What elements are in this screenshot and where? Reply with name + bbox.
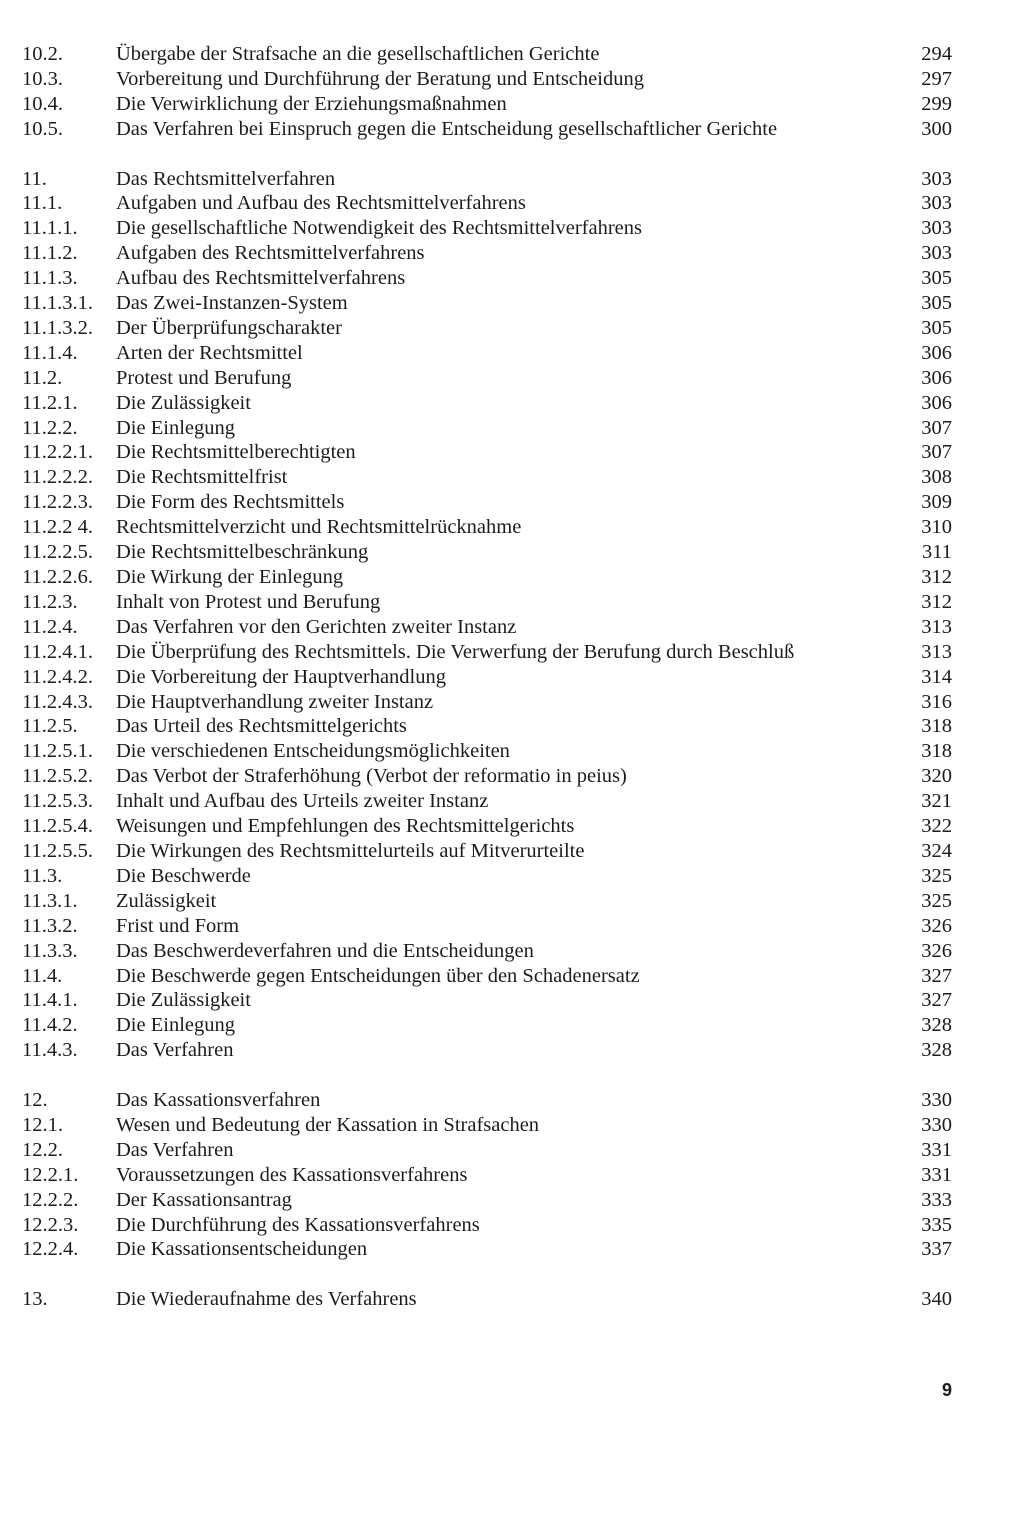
toc-entry-page: 321: [921, 790, 952, 813]
toc-entry-title: Die Einlegung: [116, 1014, 235, 1037]
toc-entry-number: 11.2.5.2.: [22, 765, 93, 788]
toc-entry: [0, 416, 1024, 441]
toc-entry-page: 306: [921, 341, 952, 364]
toc-entry-title: Frist und Form: [116, 914, 240, 937]
toc-entry-page: 327: [921, 989, 952, 1012]
toc-entry-number: 11.3.3.: [22, 939, 78, 962]
toc-entry-title: Protest und Berufung: [116, 366, 292, 389]
toc-entry: [0, 540, 1024, 565]
toc-section: [0, 1287, 1024, 1312]
toc-entry-title: Aufgaben des Rechtsmittelverfahrens: [116, 242, 425, 265]
toc-entry-number: 13.: [22, 1288, 48, 1311]
toc-entry-title: Die Überprüfung des Rechtsmittels. Die Verwerfung der Berufung durch Beschluß: [116, 640, 795, 663]
toc-entry-page: 312: [921, 590, 952, 613]
toc-entry-number: 11.1.3.2.: [22, 316, 93, 339]
toc-entry-number: 11.4.1.: [22, 989, 78, 1012]
toc-entry-title: Die Vorbereitung der Hauptverhandlung: [116, 665, 447, 688]
toc-entry: [0, 490, 1024, 515]
toc-entry: [0, 665, 1024, 690]
toc-entry: [0, 964, 1024, 989]
toc-entry-number: 11.2.2.5.: [22, 541, 93, 564]
toc-entry-number: 11.2.5.4.: [22, 815, 93, 838]
toc-entry-page: 322: [921, 815, 952, 838]
toc-entry-page: 316: [921, 690, 952, 713]
toc-entry: [0, 67, 1024, 92]
toc-entry-page: 340: [921, 1288, 952, 1311]
toc-entry-title: Die Kassationsentscheidungen: [116, 1238, 368, 1261]
toc-entry-title: Der Kassationsantrag: [116, 1188, 292, 1211]
toc-entry: [0, 191, 1024, 216]
toc-entry-title: Rechtsmittelverzicht und Rechtsmittelrücknahme: [116, 516, 522, 539]
toc-entry: [0, 440, 1024, 465]
toc-entry-title: Das Verfahren bei Einspruch gegen die Entscheidung gesellschaftlicher Gerichte: [116, 117, 778, 140]
toc-entry-number: 11.2.2.2.: [22, 466, 93, 489]
toc-entry-page: 303: [921, 167, 952, 190]
toc-entry-page: 325: [921, 889, 952, 912]
toc-entry-page: 326: [921, 914, 952, 937]
toc-entry-page: 300: [921, 117, 952, 140]
toc-entry-title: Arten der Rechtsmittel: [116, 341, 303, 364]
toc-entry-page: 308: [921, 466, 952, 489]
toc-entry-page: 313: [921, 615, 952, 638]
toc-entry-title: Voraussetzungen des Kassationsverfahrens: [116, 1163, 468, 1186]
toc-entry-title: Inhalt und Aufbau des Urteils zweiter Instanz: [116, 790, 489, 813]
toc-entry-title: Die Verwirklichung der Erziehungsmaßnahmen: [116, 92, 507, 115]
toc-entry-number: 12.2.: [22, 1138, 63, 1161]
toc-entry-title: Weisungen und Empfehlungen des Rechtsmittelgerichts: [116, 815, 575, 838]
toc-entry-page: 306: [921, 391, 952, 414]
toc-entry-page: 320: [921, 765, 952, 788]
toc-entry-number: 11.1.4.: [22, 341, 78, 364]
toc-entry-page: 303: [921, 192, 952, 215]
toc-entry: [0, 316, 1024, 341]
toc-entry-page: 331: [921, 1163, 952, 1186]
toc-entry-title: Die Wirkung der Einlegung: [116, 566, 344, 589]
table-of-contents: [0, 42, 1024, 1312]
toc-entry: [0, 839, 1024, 864]
toc-entry-number: 12.2.2.: [22, 1188, 79, 1211]
toc-entry: [0, 988, 1024, 1013]
toc-entry-page: 305: [921, 316, 952, 339]
toc-section: [0, 42, 1024, 142]
toc-entry-number: 10.3.: [22, 67, 63, 90]
toc-entry-number: 11.2.2.6.: [22, 566, 93, 589]
toc-entry: [0, 590, 1024, 615]
toc-entry-page: 309: [921, 491, 952, 514]
toc-entry-number: 11.3.1.: [22, 889, 78, 912]
toc-entry-page: 325: [921, 864, 952, 887]
toc-entry-number: 11.1.: [22, 192, 63, 215]
toc-entry-number: 11.3.2.: [22, 914, 78, 937]
toc-entry: [0, 241, 1024, 266]
toc-entry-title: Die Zulässigkeit: [116, 989, 251, 1012]
toc-entry-page: 331: [921, 1138, 952, 1161]
toc-entry-number: 11.2.3.: [22, 590, 78, 613]
toc-entry-number: 12.2.1.: [22, 1163, 79, 1186]
toc-entry-page: 303: [921, 242, 952, 265]
toc-entry-title: Inhalt von Protest und Berufung: [116, 590, 381, 613]
toc-entry-number: 11.2.4.1.: [22, 640, 93, 663]
toc-entry-page: 310: [921, 516, 952, 539]
toc-entry-page: 324: [921, 839, 952, 862]
toc-entry: [0, 1138, 1024, 1163]
toc-entry-title: Die Wirkungen des Rechtsmittelurteils auf Mitverurteilte: [116, 839, 585, 862]
toc-entry: [0, 764, 1024, 789]
toc-entry: [0, 1113, 1024, 1138]
toc-entry-number: 11.2.5.5.: [22, 839, 93, 862]
toc-entry-title: Die gesellschaftliche Notwendigkeit des Rechtsmittelverfahrens: [116, 217, 642, 240]
toc-entry: [0, 341, 1024, 366]
toc-entry: [0, 1237, 1024, 1262]
toc-entry-number: 11.1.3.: [22, 267, 78, 290]
toc-entry-number: 10.5.: [22, 117, 63, 140]
toc-entry: [0, 1163, 1024, 1188]
toc-entry-page: 328: [921, 1014, 952, 1037]
toc-entry-title: Das Zwei-Instanzen-System: [116, 292, 348, 315]
toc-entry-page: 307: [921, 416, 952, 439]
toc-entry-number: 11.1.1.: [22, 217, 78, 240]
toc-entry-page: 305: [921, 292, 952, 315]
toc-entry: [0, 1188, 1024, 1213]
toc-entry-number: 11.4.3.: [22, 1039, 78, 1062]
toc-entry-number: 11.2.5.: [22, 715, 78, 738]
toc-entry-title: Die Hauptverhandlung zweiter Instanz: [116, 690, 434, 713]
toc-entry-page: 294: [921, 43, 952, 65]
toc-entry-number: 11.2.: [22, 366, 63, 389]
page-number: 9: [941, 1380, 952, 1400]
toc-entry-title: Aufbau des Rechtsmittelverfahrens: [116, 267, 406, 290]
toc-entry-title: Die verschiedenen Entscheidungsmöglichkeiten: [116, 740, 510, 763]
toc-entry-number: 11.2.4.3.: [22, 690, 93, 713]
toc-entry-page: 327: [921, 964, 952, 987]
toc-entry: [0, 167, 1024, 192]
toc-entry-title: Das Urteil des Rechtsmittelgerichts: [116, 715, 407, 738]
toc-entry-title: Die Einlegung: [116, 416, 235, 439]
toc-entry-page: 330: [921, 1089, 952, 1112]
toc-entry-number: 11.4.: [22, 964, 63, 987]
toc-entry: [0, 914, 1024, 939]
toc-entry: [0, 690, 1024, 715]
toc-entry-title: Die Form des Rechtsmittels: [116, 491, 345, 514]
toc-entry: [0, 1287, 1024, 1312]
toc-entry-number: 10.4.: [22, 92, 63, 115]
toc-entry-number: 11.2.4.2.: [22, 665, 93, 688]
toc-entry-title: Die Beschwerde: [116, 864, 251, 887]
toc-entry-title: Zulässigkeit: [116, 889, 217, 912]
toc-entry: [0, 814, 1024, 839]
toc-entry-number: 11.1.3.1.: [22, 292, 93, 315]
toc-entry-title: Übergabe der Strafsache an die gesellschaftlichen Gerichte: [116, 43, 600, 65]
toc-entry: [0, 565, 1024, 590]
toc-entry: [0, 391, 1024, 416]
toc-entry-number: 12.1.: [22, 1113, 63, 1136]
toc-entry: [0, 1088, 1024, 1113]
toc-entry: [0, 615, 1024, 640]
toc-entry-page: 333: [921, 1188, 952, 1211]
toc-entry-page: 311: [922, 541, 952, 564]
toc-entry: [0, 1013, 1024, 1038]
toc-entry-title: Die Wiederaufnahme des Verfahrens: [116, 1288, 417, 1311]
toc-entry-page: 337: [921, 1238, 952, 1261]
toc-entry-page: 313: [921, 640, 952, 663]
toc-entry-page: 306: [921, 366, 952, 389]
toc-entry: [0, 216, 1024, 241]
toc-entry-page: 318: [921, 740, 952, 763]
toc-entry: [0, 1213, 1024, 1238]
toc-entry: [0, 739, 1024, 764]
toc-entry-number: 11.2.1.: [22, 391, 78, 414]
toc-entry-number: 11.: [22, 167, 47, 190]
toc-entry-title: Das Beschwerdeverfahren und die Entscheidungen: [116, 939, 534, 962]
toc-entry-title: Der Überprüfungscharakter: [116, 316, 342, 339]
toc-entry-number: 11.2.5.3.: [22, 790, 93, 813]
toc-section: [0, 1088, 1024, 1262]
toc-entry: [0, 1038, 1024, 1063]
toc-entry-title: Das Verfahren: [116, 1039, 234, 1062]
toc-entry-page: 297: [921, 67, 952, 90]
toc-entry: [0, 291, 1024, 316]
toc-entry-number: 11.3.: [22, 864, 63, 887]
toc-entry-title: Das Verfahren vor den Gerichten zweiter Instanz: [116, 615, 517, 638]
toc-entry-page: 335: [921, 1213, 952, 1236]
toc-entry-title: Aufgaben und Aufbau des Rechtsmittelverfahrens: [116, 192, 526, 215]
toc-entry-title: Die Beschwerde gegen Entscheidungen über den Schadenersatz: [116, 964, 640, 987]
toc-entry-number: 12.: [22, 1089, 48, 1112]
toc-entry-number: 12.2.3.: [22, 1213, 79, 1236]
toc-section: [0, 167, 1024, 1064]
toc-entry-title: Die Durchführung des Kassationsverfahrens: [116, 1213, 480, 1236]
toc-entry-title: Das Verbot der Straferhöhung (Verbot der reformatio in peius): [116, 765, 627, 788]
toc-entry: [0, 42, 1024, 67]
toc-entry-page: 303: [921, 217, 952, 240]
toc-entry: [0, 714, 1024, 739]
toc-entry: [0, 789, 1024, 814]
toc-entry: [0, 92, 1024, 117]
toc-entry: [0, 266, 1024, 291]
toc-entry-title: Das Verfahren: [116, 1138, 234, 1161]
toc-entry-page: 314: [921, 665, 952, 688]
toc-entry-page: 307: [921, 441, 952, 464]
toc-entry: [0, 889, 1024, 914]
toc-entry-number: 10.2.: [22, 43, 63, 65]
toc-entry-title: Das Rechtsmittelverfahren: [116, 167, 336, 190]
toc-entry-title: Die Rechtsmittelfrist: [116, 466, 288, 489]
toc-entry-title: Die Rechtsmittelberechtigten: [116, 441, 356, 464]
toc-entry: [0, 864, 1024, 889]
toc-entry: [0, 366, 1024, 391]
toc-entry-number: 11.2.2.1.: [22, 441, 93, 464]
toc-entry-number: 11.2.2.3.: [22, 491, 93, 514]
toc-entry-number: 11.2.2.: [22, 416, 78, 439]
toc-entry-number: 11.2.2 4.: [22, 516, 93, 539]
toc-entry-page: 330: [921, 1113, 952, 1136]
toc-entry-page: 328: [921, 1039, 952, 1062]
toc-entry: [0, 515, 1024, 540]
toc-entry-page: 312: [921, 566, 952, 589]
toc-entry-number: 11.4.2.: [22, 1014, 78, 1037]
toc-entry: [0, 117, 1024, 142]
toc-entry: [0, 939, 1024, 964]
toc-entry-number: 11.1.2.: [22, 242, 78, 265]
toc-entry: [0, 640, 1024, 665]
toc-entry-title: Die Rechtsmittelbeschränkung: [116, 541, 369, 564]
toc-entry-title: Wesen und Bedeutung der Kassation in Strafsachen: [116, 1113, 540, 1136]
toc-entry: [0, 465, 1024, 490]
toc-entry-title: Die Zulässigkeit: [116, 391, 251, 414]
toc-entry-number: 11.2.5.1.: [22, 740, 93, 763]
toc-entry-number: 12.2.4.: [22, 1238, 79, 1261]
toc-entry-title: Vorbereitung und Durchführung der Beratung und Entscheidung: [116, 67, 644, 90]
toc-entry-title: Das Kassationsverfahren: [116, 1089, 321, 1112]
toc-entry-page: 318: [921, 715, 952, 738]
toc-entry-page: 299: [921, 92, 952, 115]
toc-entry-page: 305: [921, 267, 952, 290]
toc-entry-number: 11.2.4.: [22, 615, 78, 638]
toc-entry-page: 326: [921, 939, 952, 962]
